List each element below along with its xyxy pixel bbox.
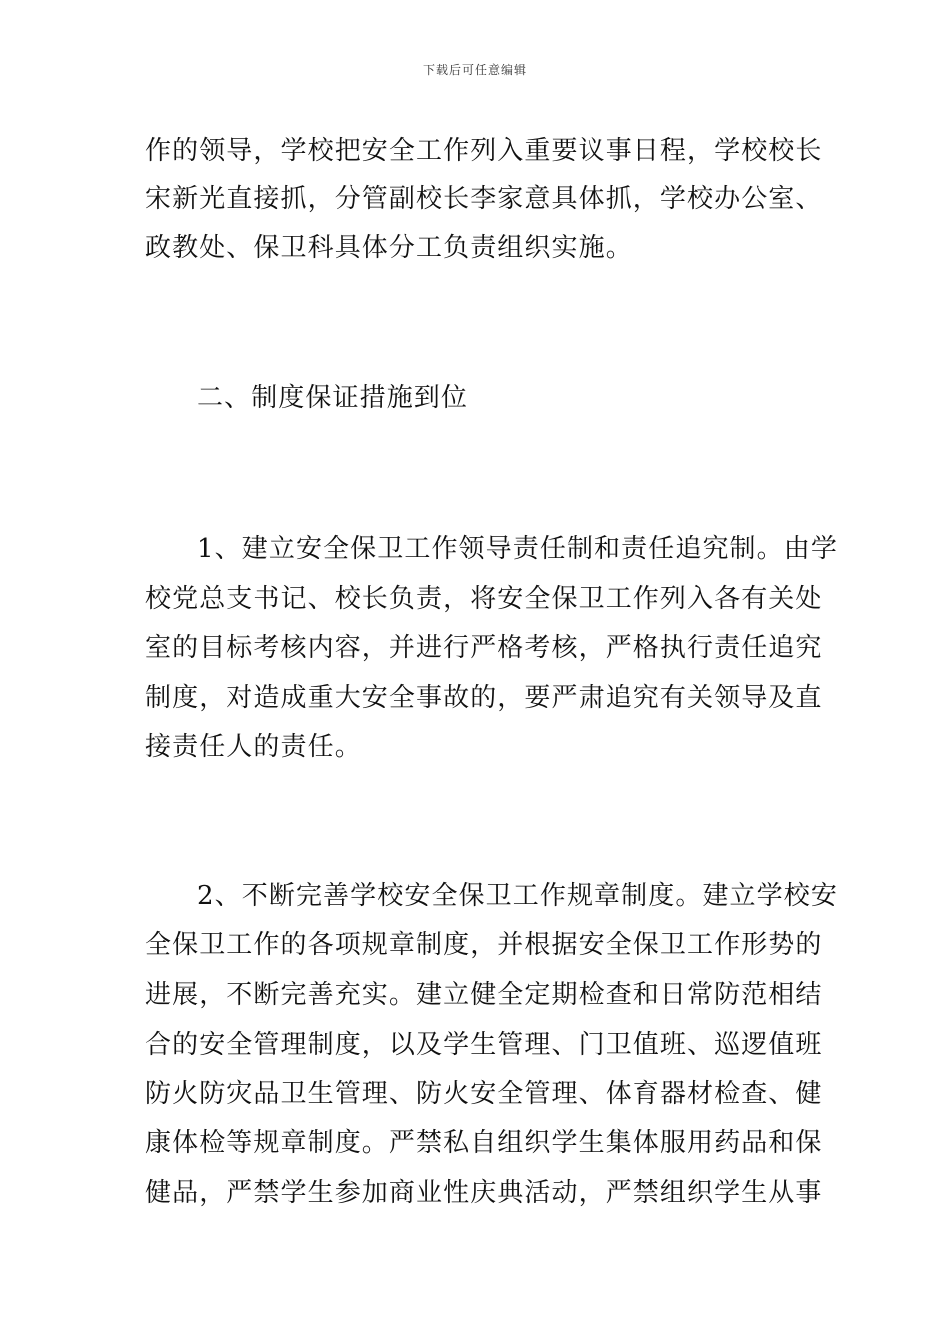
- section-heading: 二、制度保证措施到位: [197, 383, 469, 413]
- text-line: 合的安全管理制度，以及学生管理、门卫值班、巡逻值班: [145, 1030, 823, 1060]
- text-line: 健品，严禁学生参加商业性庆典活动，严禁组织学生从事: [145, 1178, 823, 1208]
- text-line: 制度，对造成重大安全事故的，要严肃追究有关领导及直: [145, 683, 823, 713]
- text-line: 政教处、保卫科具体分工负责组织实施。: [145, 233, 633, 263]
- text-line: 防火防灾品卫生管理、防火安全管理、体育器材检查、健: [145, 1079, 823, 1109]
- text-line: 宋新光直接抓，分管副校长李家意具体抓，学校办公室、: [145, 184, 823, 214]
- page-header: 下载后可任意编辑: [422, 63, 527, 77]
- text-line: 1、建立安全保卫工作领导责任制和责任追究制。由学: [197, 534, 838, 564]
- text-line: 作的领导，学校把安全工作列入重要议事日程，学校校长: [145, 136, 823, 166]
- text-line: 2、不断完善学校安全保卫工作规章制度。建立学校安: [197, 881, 838, 911]
- text-line: 进展，不断完善充实。建立健全定期检查和日常防范相结: [145, 980, 823, 1010]
- text-line: 接责任人的责任。: [145, 732, 362, 762]
- text-line: 室的目标考核内容，并进行严格考核，严格执行责任追究: [145, 633, 823, 663]
- text-line: 康体检等规章制度。严禁私自组织学生集体服用药品和保: [145, 1128, 823, 1158]
- text-line: 全保卫工作的各项规章制度，并根据安全保卫工作形势的: [145, 930, 823, 960]
- text-line: 校党总支书记、校长负责，将安全保卫工作列入各有关处: [145, 584, 823, 614]
